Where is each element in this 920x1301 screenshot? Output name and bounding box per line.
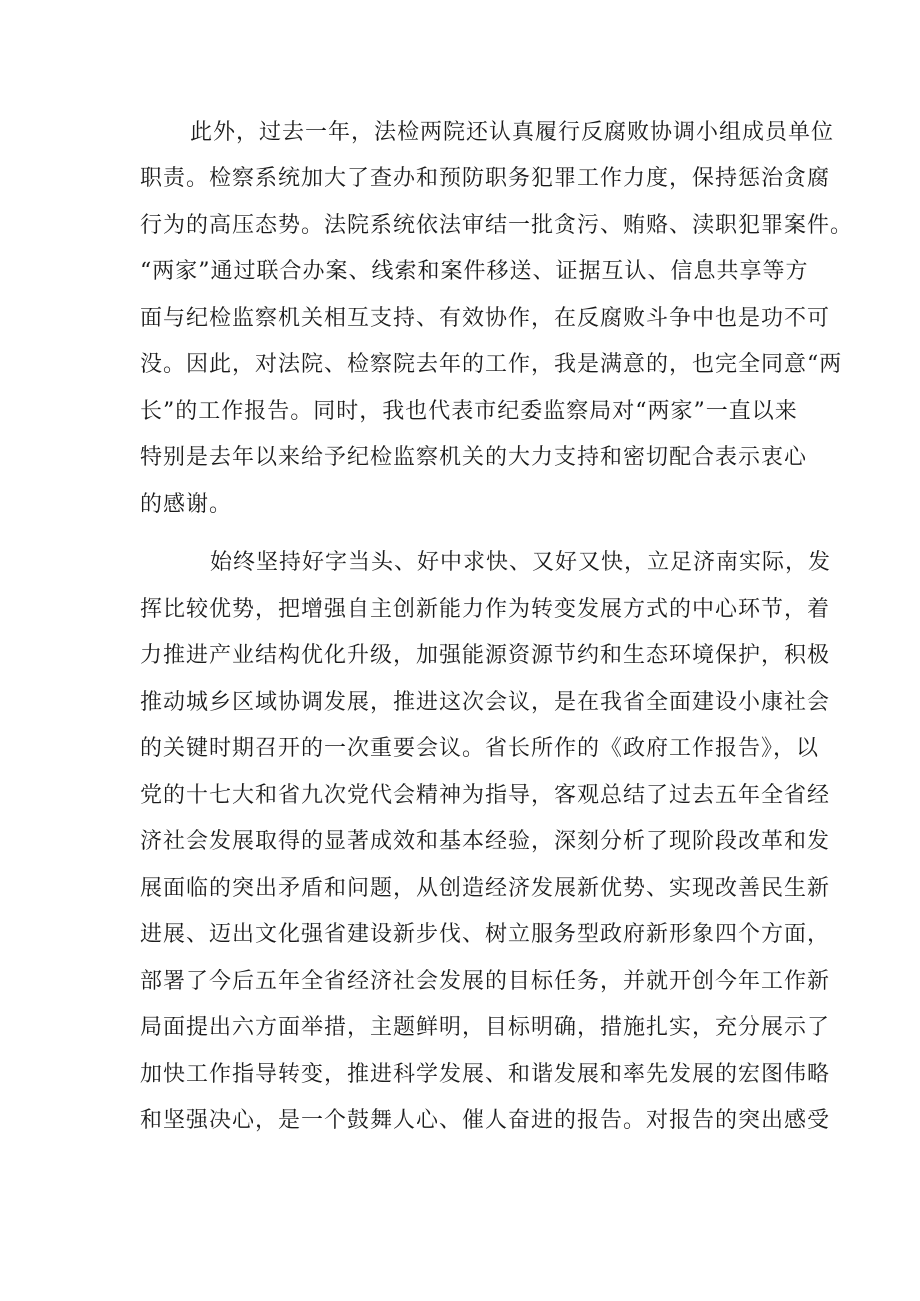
paragraph-line: 和坚强决心，是一个鼓舞人心、催人奋进的报告。对报告的突出感受: [140, 1108, 831, 1133]
paragraph-line: 党的十七大和省九次党代会精神为指导，客观总结了过去五年全省经: [140, 783, 831, 808]
paragraph-line: 局面提出六方面举措，主题鲜明，目标明确，措施扎实，充分展示了: [140, 1015, 831, 1040]
paragraph-line: 的关键时期召开的一次重要会议。省长所作的《政府工作报告》，以: [140, 736, 820, 761]
paragraph-line: 没。因此，对法院、检察院去年的工作，我是满意的，也完全同意“两: [140, 352, 843, 377]
paragraph-line: 面与纪检监察机关相互支持、有效协作，在反腐败斗争中也是功不可: [140, 306, 831, 331]
paragraph-line: 的感谢。: [140, 492, 233, 517]
paragraph-line: 力推进产业结构优化升级，加强能源资源节约和生态环境保护，积极: [140, 643, 831, 668]
paragraph-line: 长”的工作报告。同时，我也代表市纪委监察局对“两家”一直以来: [140, 399, 798, 424]
paragraph-line: “两家”通过联合办案、线索和案件移送、证据互认、信息共享等方: [140, 259, 809, 284]
paragraph-line: 行为的高压态势。法院系统依法审结一批贪污、贿赂、渎职犯罪案件。: [140, 213, 854, 238]
paragraph-line: 济社会发展取得的显著成效和基本经验，深刻分析了现阶段改革和发: [140, 829, 831, 854]
paragraph-line: 特别是去年以来给予纪检监察机关的大力支持和密切配合表示衷心: [140, 445, 808, 470]
paragraph-line: 职责。检察系统加大了查办和预防职务犯罪工作力度，保持惩治贪腐: [140, 166, 831, 191]
paragraph-line: 此外，过去一年，法检两院还认真履行反腐败协调小组成员单位: [190, 120, 835, 145]
paragraph-line: 加快工作指导转变，推进科学发展、和谐发展和率先发展的宏图伟略: [140, 1062, 831, 1087]
paragraph-line: 部署了今后五年全省经济社会发展的目标任务，并就开创今年工作新: [140, 969, 831, 994]
paragraph-line: 展面临的突出矛盾和问题，从创造经济发展新优势、实现改善民生新: [140, 876, 831, 901]
paragraph-line: 进展、迈出文化强省建设新步伐、树立服务型政府新形象四个方面，: [140, 922, 831, 947]
paragraph-line: 挥比较优势，把增强自主创新能力作为转变发展方式的中心环节，着: [140, 597, 831, 622]
paragraph-line: 推动城乡区域协调发展，推进这次会议，是在我省全面建设小康社会: [140, 690, 831, 715]
paragraph-line: 始终坚持好字当头、好中求快、又好又快，立足济南实际，发: [210, 550, 832, 575]
